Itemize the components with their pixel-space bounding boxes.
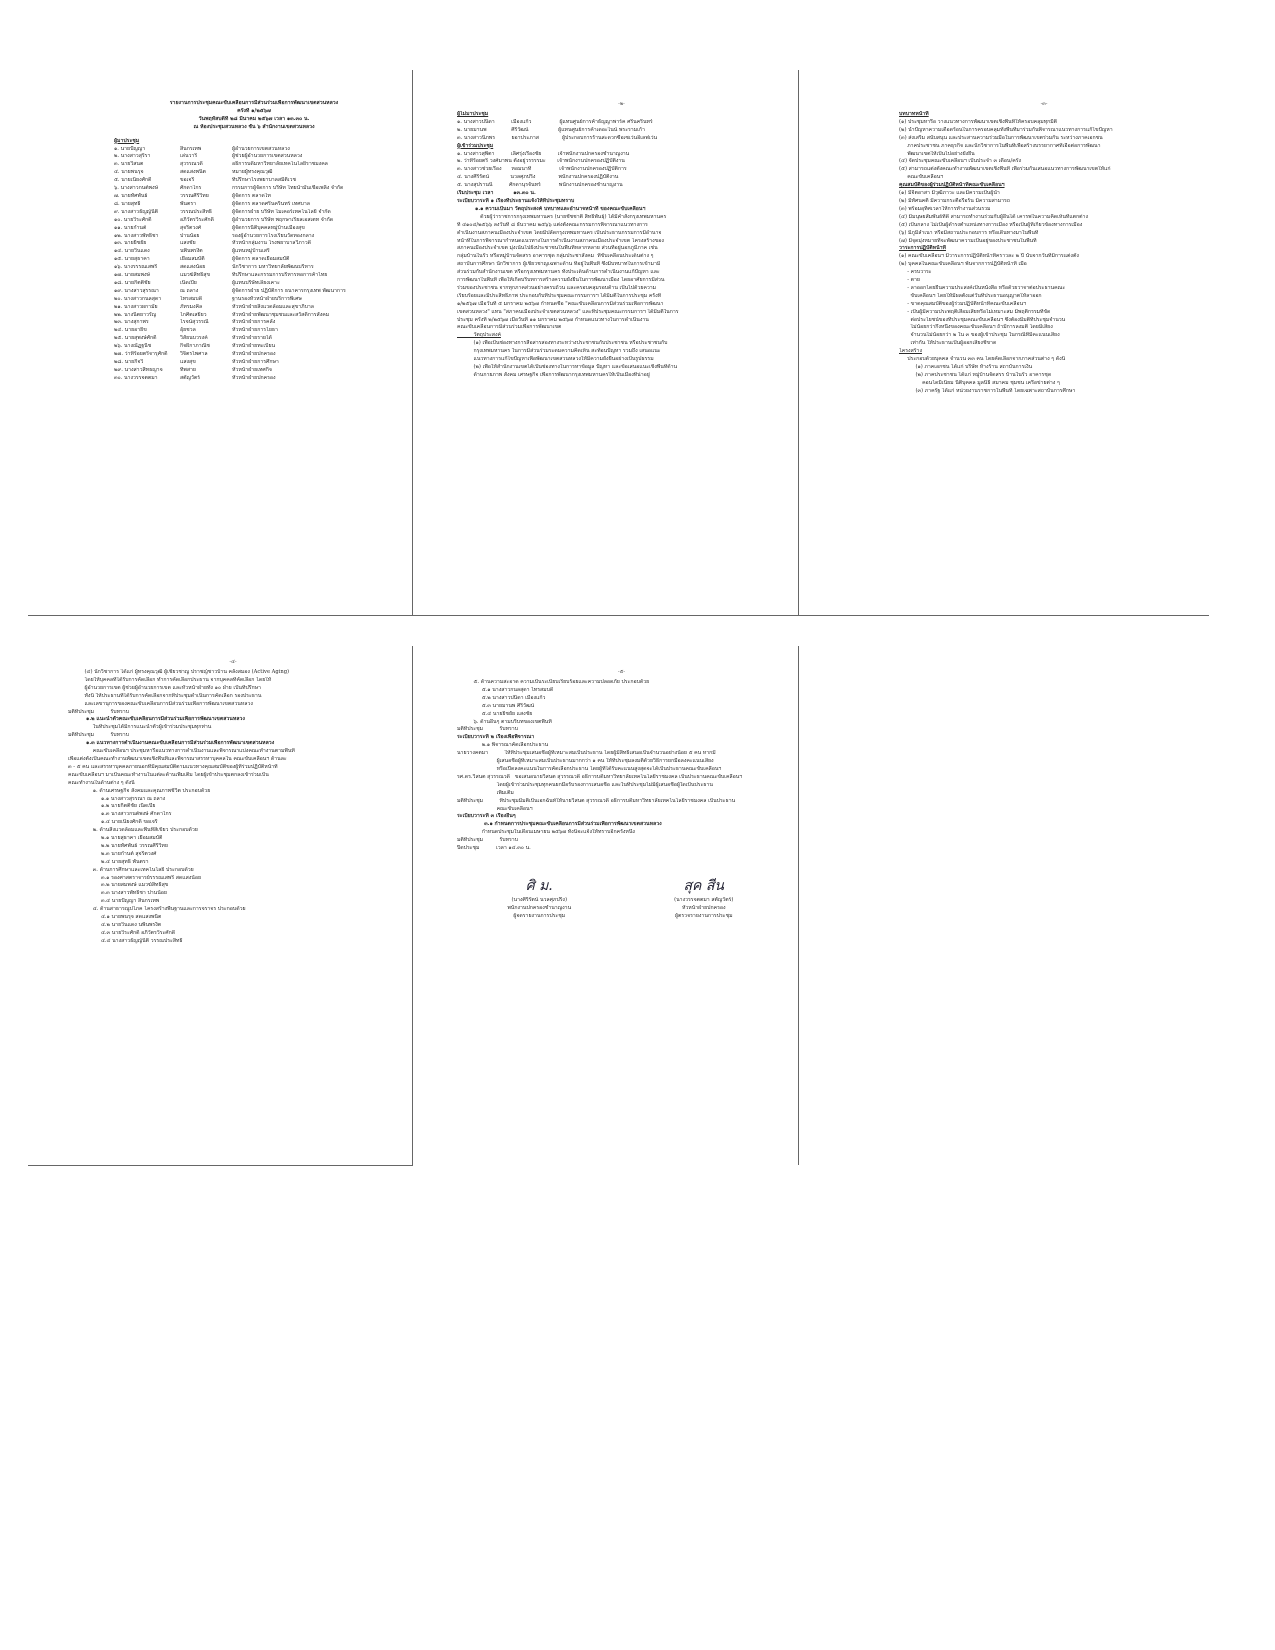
text-line: คณะขับเคลื่อนฯ มาเป็นคณะทำงานในแต่ละด้านเพิ่มเติม โดยผู้เข้าประชุมตกลงเข้าร่วมเป็น <box>68 771 269 778</box>
page-number: -๔- <box>229 659 237 665</box>
page-2-body <box>457 111 786 380</box>
attendee-name: ๑๑. นายกำนต์ <box>114 224 147 231</box>
text-line: ๕.๑ นางสาวกนลสุดา ไทรสมบดี <box>457 686 554 693</box>
text-line: ด้วยผู้ว่าราชการกรุงเทพมหานคร (นายชัชชาติ สิทธิพันธุ์) ได้มีคำสั่งกรุงเทพมหานคร <box>457 213 667 220</box>
text-line: (๖) มีภูมิลำเนา หรือมีสถานประกอบการ หรือเดินทางมาในพื้นที่ <box>899 229 1039 236</box>
text-line: ดำเนินงานสภาคนเมืองประจำเขต โดยมีปลัดกรุงเทพมหานคร เป็นประธานกรรมการมีอำนาจ <box>457 229 662 236</box>
text-line: เรียบร้อยและมีประสิทธิภาพ ประกอบกับที่ประชุมคณะกรรมการฯ ได้มีมติในการประชุม ครั้งที่ <box>457 292 662 299</box>
attendee-role: ที่ปรึกษาและกรรมการบริหารหอการค้าไทย <box>232 272 328 279</box>
attendee-surname: ณ ถลาง <box>180 287 199 294</box>
attendee-role: กรรมการผู้จัดการ บริษัท ไทยน้ำมันเชื้อเพลิง จำกัด <box>232 185 344 192</box>
text-line: ไม่น้อยกว่ากึ่งหนึ่งของคณะขับเคลื่อนฯ ถ้ามีการลงมติ โดยมีเสียง <box>899 324 1053 331</box>
text-line: โดยให้บุคคลที่ได้รับการคัดเลือก ทำการคัดเลือกประธาน จากบุคคลที่คัดเลือก โดยให้ <box>68 676 272 683</box>
text-line: วาระการปฏิบัติหน้าที่ <box>899 245 946 252</box>
attendee-row <box>114 375 394 383</box>
text-line: ๑.๑ นางสาวสุรรณา ณ ถลาง <box>68 795 166 802</box>
attendee-row <box>114 280 394 288</box>
attendee-row <box>114 319 394 327</box>
text-line: ปิดประชุม เวลา ๑๔.๓๐ น. <box>457 845 531 852</box>
attendee-name: ๒๕. นายสุพงษ์ศักดิ์ <box>114 335 157 342</box>
attendee-role: ผู้อำนวยการเขตสวนหลวง <box>232 145 290 152</box>
text-line: ผู้อำนวยการเขต ผู้ช่วยผู้อำนวยการเขต และหัวหน้าฝ่ายทั้ง ๑๐ ฝ่าย เป็นที่ปรึกษา <box>68 684 261 691</box>
attendee-name: ๔. นายพนรุจ <box>114 169 144 176</box>
attendee-row <box>114 177 394 185</box>
text-line: ร่วมของประชาชน จากทุกภาคส่วนอย่างครบถ้วน และครอบคลุมรอบด้าน เป็นไปด้วยความ <box>457 284 657 291</box>
text-line: ต่อประโยชน์ของที่ประชุมคณะขับเคลื่อนฯ ซึ่งต้องมีมติที่ประชุมจำนวน <box>899 316 1066 323</box>
signature-block <box>457 875 786 921</box>
text-line: โดยผู้เข้าร่วมประชุมทุกคนยกมือรับรองการเสนอชื่อ และในที่ประชุมไม่มีผู้เสนอชื่อผู้ใดเป็นประธาน <box>457 781 713 788</box>
attendee-surname: เยื่อมสมบัติ <box>180 256 205 263</box>
text-line: รศ.ดร.วิสนต สุวรรณวดี ขอเสนอนายวิสนต สุวรรณวดี อธิการบดีมหาวิทยาลัยเทคโนโลยีราชมงคล เป็นประธานคณะขับเคลื่อนฯ <box>457 773 743 780</box>
text-line: (๑) คณะขับเคลื่อนฯ มีวาระการปฏิบัติหน้าที่คราวละ ๒ ปี นับจากวันที่มีการแต่งตั้ง <box>899 253 1079 260</box>
attendee-row <box>114 225 394 233</box>
text-line: ภาคประชาชน ภาคธุรกิจ และนักวิชาการในพื้นที่เพื่อสร้างบรรยากาศที่เอื้อต่อการพัฒนา <box>899 142 1101 149</box>
attendee-role: หัวหน้าฝ่ายสิ่งแวดล้อมและสุขาภิบาล <box>232 303 314 310</box>
attendee-role: หัวหน้ากลุ่มงาน โรงพยาบาลวิภาวดี <box>232 240 311 247</box>
attendee-name: ๑๕. นายสุธาคา <box>114 256 150 263</box>
attendee-surname: สุวรรณวดี <box>180 161 203 168</box>
text-line: ทั้งนี้ ให้ประธานที่ได้รับการคัดเลือกจากที่ประชุมดำเนินการคัดเลือก รองประธาน <box>68 692 262 699</box>
attendee-row <box>114 146 394 154</box>
text-line: กำหนดประชุมในเดือนเมษายน ๒๕๖๗ ทั้งนี้จะแจ้งให้ทราบอีกครั้งหนึ่ง <box>457 829 635 836</box>
text-line: ๑.๑ ความเป็นมา วัตถุประสงค์ บทบาทและอำนาจหน้าที่ ของคณะขับเคลื่อนฯ <box>457 205 646 212</box>
meeting-venue: ณ ห้องประชุมสวนหลวง ชั้น ๖ สำนักงานเขตสวนหลวง <box>193 123 315 130</box>
attendee-role: อธิการบดีมหาวิทยาลัยเทคโนโลยีราชมงคล <box>232 161 328 168</box>
attendee-role: ฐานรองหัวหน้าฝ่ายบริการพิเศษ <box>232 295 302 302</box>
text-line: - ลาออกโดยยื่นความประสงค์เป็นหนังสือ หรือด้วยวาจาต่อประธานคณะ <box>899 284 1066 291</box>
attendee-list <box>114 146 394 383</box>
attendee-surname: อุ้ยชวล <box>180 327 196 334</box>
document-page-3 <box>799 70 1209 616</box>
attendee-role: หัวหน้าฝ่ายเทศกิจ <box>232 366 272 373</box>
attendee-surname: ปานน้อย <box>180 232 200 239</box>
signer-role: ผู้ตรวจรายงานการประชุม <box>674 912 733 919</box>
attendee-row <box>114 185 394 193</box>
attendee-surname: ไทรสมบดี <box>180 295 203 302</box>
text-line: (๑) เพื่อเป็นช่องทางการสื่อสารสองทางระหว่างประชาชนกับประชาชน หรือประชาชนกับ <box>457 340 668 347</box>
page-number: -๒- <box>618 101 625 107</box>
document-page-2 <box>413 70 799 616</box>
attendee-role: หัวหน้าฝ่ายปกครอง <box>232 374 276 381</box>
attendee-surname: ภัทรมงคิล <box>180 303 203 310</box>
text-line: ๓. นางสาวนิภพร ยอาประภาส ผู้ประกอบการร้านสะดวกซื้อเซเว่นอีเลฟเว่น <box>457 134 658 141</box>
attendee-row <box>114 367 394 375</box>
attendee-role: ผู้จัดการนิติบุคคลหมู่บ้านเมืองสุข <box>232 224 305 231</box>
text-line: ๒.๓ นายกำนต์ สุจริตวงศ์ <box>68 850 157 857</box>
attendee-name: ๑๐. นายวีระศักดิ์ <box>114 216 152 223</box>
text-line: ๓. นางสาวช่วยเรือง หอมนาที เจ้าพนักงานปกครองปฏิบัติการ <box>457 166 627 173</box>
text-line: คณะทำงานในด้านต่าง ๆ ดังนี้ <box>68 779 135 786</box>
attendee-row <box>114 296 394 304</box>
attendee-name: ๓. นายวิสนต <box>114 161 144 168</box>
text-line: หน้าที่ในการพิจารณากำหนดแนวทางในการดำเนินงานสภาคนเมืองประจำเขต โครงสร้างของ <box>457 237 664 244</box>
text-line: ๔.๑ นายพนรุจ สดแสงพนิต <box>68 914 162 921</box>
attendee-row <box>114 304 394 312</box>
text-line: มติที่ประชุม รับทราบ <box>68 708 129 715</box>
signature-reviewer <box>634 875 774 921</box>
text-line: (๒) บุคคลในคณะขับเคลื่อนฯ พ้นจากการปฏิบัติหน้าที่ เมื่อ <box>899 261 1027 268</box>
meeting-number: ครั้งที่ ๑/๒๕๖๗ <box>237 107 271 114</box>
attendee-surname: ศักดาไกร <box>180 185 202 192</box>
text-line: (๒) ภาคประชาชน ได้แก่ หมู่บ้านจัดสรร บ้านในรั้ว อาคารชุด <box>899 371 1052 378</box>
attendee-role: หัวหน้าฝ่ายการคลัง <box>232 319 276 326</box>
text-line: ในที่ประชุมได้มีการแนะนำตัวผู้เข้าร่วมประชุมทุกท่าน <box>68 724 212 731</box>
text-line: (๑) ภาคเอกชน ได้แก่ บริษัท ห้างร้าน สถาบันการเงิน <box>899 364 1033 370</box>
signature-mark: สุค สีน <box>683 877 724 894</box>
attendee-role: หัวหน้าฝ่ายรายได้ <box>232 335 272 342</box>
text-line: ๓.๑ กำหนดการประชุมคณะขับเคลื่อนการมีส่วนร่วมเพื่อการพัฒนาเขตสวนหลวง <box>457 821 662 828</box>
text-line: คณะขับเคลื่อนฯ <box>899 174 944 181</box>
text-line: หรือเปิดลงคะแนนในการคัดเลือกประธาน โดยผู้ที่ได้รับคะแนนสูงสุดจะได้เป็นประธานคณะขับเคลื่อนฯ <box>457 765 722 772</box>
attendee-surname: สินกรเทพ <box>180 145 202 152</box>
attendee-surname: แสงสุข <box>180 359 196 365</box>
text-line: เขตสวนหลวง" แทน "สภาคนเมืองประจำเขตสวนหลวง" และที่ประชุมคณะกรรมการฯ ได้มีมติในการ <box>457 308 679 315</box>
text-line: ระเบียบวาระที่ ๓ เรื่องอื่นๆ <box>457 813 516 820</box>
attendee-surname: สดแสงพนิต <box>180 169 206 176</box>
text-line: คอนโดมิเนียม นิติบุคคล มูลนิธิ สมาคม ชุมชน เครือข่ายต่าง ๆ <box>899 379 1060 386</box>
text-line: ๑.๔ นายเนียงศักดิ์ ขอเจริ <box>68 819 158 826</box>
report-title: รายงานการประชุมคณะขับเคลื่อนการมีส่วนร่วมเพื่อการพัฒนาเขตสวนหลวง <box>169 100 339 106</box>
text-line: ๑. นางสาวปนิดา เมืองแก้ว ผู้แทนศูนย์การค้าธัญญาพาร์ค ศรีนครินทร์ <box>457 118 653 125</box>
text-line: - เป็นผู้มีความประพฤติเสื่อมเสียหรือไม่เหมาะสม มีพฤติกรรมที่ขัด <box>899 308 1051 315</box>
page-5-body <box>457 679 786 853</box>
text-line: มติที่ประชุม รับทราบ <box>457 837 518 844</box>
text-line: จำนวนไม่น้อยกว่า ๒ ใน ๓ ของผู้เข้าประชุม ในกรณีที่มีคะแนนเสียง <box>899 332 1060 339</box>
attendee-name: ๑๓. นายยิชยัย <box>114 240 147 247</box>
page-number: -๓- <box>1040 101 1048 107</box>
attendee-row <box>114 256 394 264</box>
attendee-role: ผู้จัดการฝ่าย บริษัท ไมเคอร์เทคโนโลยี จำกัด <box>232 208 331 215</box>
attendee-row <box>114 343 394 351</box>
attendee-row <box>114 161 394 169</box>
attendee-name: ๗. นายทัศพันธ์ <box>114 192 148 199</box>
attendee-role: หัวหน้าฝ่ายการศึกษา <box>232 359 279 365</box>
attendee-row <box>114 201 394 209</box>
text-line: ๒.๔ นายสุทธิ พันตรา <box>68 858 149 865</box>
document-page-5 <box>413 646 799 1165</box>
signer-name: (นางวรรจตตมา สตัญวัตร์) <box>674 896 734 903</box>
attendee-role: ผู้แทนหมู่บ้านเสรี <box>232 248 270 255</box>
text-line: กลุ่มบ้านในรั้ว หรือหมู่บ้านจัดสรร อาคารชุด กลุ่มประชาสังคม ที่ขับเคลื่อนประเด็นต่าง ๆ <box>457 253 654 260</box>
attendee-row <box>114 233 394 241</box>
text-line: ผู้เสนอชื่อผู้ที่เหมาะสมเป็นประธานมากกว่า ๑ คน ให้ที่ประชุมลงมติด้วยวิธีการยกมือลงคะแนนเสียง <box>457 758 714 765</box>
attendee-surname: วรรณประสิทธิ์ <box>180 208 212 215</box>
attendee-role: ผู้จัดการ ตลาดศรีนครินทร์ เทศบาล <box>232 200 310 207</box>
attendee-role: ผู้จัดการ ตลาดไท <box>232 192 271 199</box>
attendee-surname: สตัญวัตร์ <box>180 374 201 381</box>
text-line: ๓ - ๕ คน และสรรหาบุคคลภายนอกที่มีคุณสมบัติตามแนวทางคุณสมบัติของผู้ที่ร่วมปฏิบัติหน้าที่ <box>68 763 278 770</box>
document-page-1 <box>28 70 413 616</box>
attendee-role: หัวหน้าฝ่ายทะเบียน <box>232 343 276 350</box>
text-line: ๒. นายมานพ ศิริวัฒน์ ผู้แทนศูนย์การค้าเดอะไนน์ พระรามเก้า <box>457 126 645 133</box>
attendee-role: หัวหน้าฝ่ายปกครอง <box>232 351 276 358</box>
attendee-surname: เนิดเปีย <box>180 279 197 286</box>
text-line: (๕) สามารถแต่งตั้งคณะทำงานพัฒนาเขตเชิงพื้นที่ เพื่อร่วมกันเสนอแนวทางการพัฒนาเขตให้แก่ <box>899 166 1111 173</box>
text-line: ๑.๓ แนวทางการดำเนินงานคณะขับเคลื่อนการมีส่วนร่วมเพื่อการพัฒนาเขตสวนหลวง <box>68 740 275 747</box>
page-3-body <box>899 111 1189 396</box>
attendee-role: ผู้แทนบริษัทเลียงเคาะ <box>232 279 280 286</box>
attendee-name: ๑๒. นางสาวพัทธิชา <box>114 232 159 239</box>
attendee-surname: สุจริตวงศ์ <box>180 224 202 231</box>
attendee-row <box>114 272 394 280</box>
attendee-role: รองผู้อำนวยการโรงเรียนวัดทองกลาง <box>232 232 315 239</box>
text-line: สภาคนเมืองประจำเขต มุ่งเน้นไปยังประชาชนในพื้นที่หลากหลาย ส่วนที่อยู่นอกภูมิภาค เช่น <box>457 245 658 252</box>
text-line: (๗) มีจุดมุ่งหมายที่จะพัฒนาความเป็นอยู่ของประชาชนในพื้นที่ <box>899 237 1037 244</box>
text-line: (๔) มีมนุษยสัมพันธ์ที่ดี สามารถทำงานร่วมกับผู้อื่นได้ เคารพในความคิดเห็นที่แตกต่าง <box>899 213 1088 220</box>
signer-name: (นางศิริรัตน์ นวลศุภปริง) <box>511 896 567 903</box>
text-line: ขับเคลื่อนฯ โดยให้มีผลตั้งแต่วันที่ประธานอนุญาตให้ลาออก <box>899 292 1042 299</box>
text-line: ๒.๑ พิจารณาคัดเลือกประธาน <box>457 742 549 749</box>
text-line: ๖. ด้านอื่นๆ ตามบริบทของเขตพื้นที่ <box>457 718 552 725</box>
text-line: - ตาย <box>899 277 920 284</box>
attendee-row <box>114 153 394 161</box>
text-line: มติที่ประชุม รับทราบ <box>68 732 129 739</box>
text-line: นายวางคตมา ให้ที่ประชุมเสนอชื่อผู้ที่เหมาะสมเป็นประธาน โดยผู้มีสิทธิ์เสนอเป็นจำนวนอย่างน้อย ๕ คน หากมี <box>457 750 716 757</box>
text-line: เพิ่มเติม <box>457 789 514 796</box>
text-line: (๑) ประชุมหารือ วางแนวทางการพัฒนาเขตเชิงพื้นที่ให้ครอบคลุมทุกมิติ <box>899 118 1058 125</box>
text-line: โครงสร้าง <box>899 348 922 355</box>
attendee-name: ๒. นางสาวสุรีรา <box>114 153 151 160</box>
text-line: ๑.๓ นางสาวกนต์พงษ์ ศักดาไกร <box>68 811 172 818</box>
text-line: - ขาดคุณสมบัติของผู้ร่วมปฏิบัติหน้าที่คณะขับเคลื่อนฯ <box>899 300 1026 307</box>
text-line: (๓) ส่งเสริม สนับสนุน และประสานความร่วมมือในการพัฒนาเขตร่วมกัน ระหว่างภาคเอกชน <box>899 134 1103 141</box>
attendee-row <box>114 312 394 320</box>
attendee-surname: วิจิตรไพศาล <box>180 351 208 358</box>
attendee-name: ๑๙. นางสาวสุรรณา <box>114 287 159 294</box>
attendee-name: ๒๑. นางสาวผกามัย <box>114 303 158 310</box>
text-line: ๓.๔ นายปัญญา สินกรเทพ <box>68 898 160 905</box>
text-line: คณะขับเคลื่อนฯ ประชุมหารือแนวทางการดำเนินงานและพิจารณาแบ่งคณะทำงานตามพื้นที่ <box>68 748 295 755</box>
attendee-name: ๒๗. ว่าที่ร้อยตรีจารุศักดิ์ <box>114 351 168 358</box>
text-line: (๒) นำปัญหาความเดือดร้อนในการครอบคลุมทั้งพื้นที่มาร่วมกันพิจารณาแนวทางการแก้ไขปัญหา <box>899 126 1113 133</box>
page-4-body <box>68 669 398 946</box>
text-line: การพัฒนาในพื้นที่ เพื่อให้เกิดบริบทการสร้างความยั่งยืนในการพัฒนาเมือง โดยอาศัยการมีส่วน <box>457 277 665 284</box>
attendee-surname: แสงชัย <box>180 240 196 247</box>
text-line: ผู้ไม่มาประชุม <box>457 111 489 117</box>
attendee-role: ผู้ช่วยผู้อำนวยการเขตสวนหลวง <box>232 153 303 160</box>
attendee-name: ๘. นายสุทธิ <box>114 200 141 207</box>
attendee-name: ๓๐. นางวรรจตตมา <box>114 374 158 381</box>
text-line: วัตถุประสงค์ <box>457 332 501 339</box>
text-line: คณะขับเคลื่อนการมีส่วนร่วมเพื่อการพัฒนาเขต <box>457 324 562 331</box>
text-line: พัฒนาเขตให้เป็นไปอย่างยั่งยืน <box>899 150 975 157</box>
text-line: ๒.๒ นายทัศพันธ์ วรรณศิริวิทย <box>68 842 168 849</box>
attendee-name: ๑๘. นายกิตติชัย <box>114 279 151 286</box>
attendee-surname: นพินพรงิต <box>180 248 203 255</box>
text-line: (๓) พร้อมอุทิศเวลาให้การทำงานส่วนรวม <box>899 205 991 212</box>
text-line: ระเบียบวาระที่ ๒ เรื่องเพื่อพิจารณา <box>457 734 535 741</box>
text-line: เพื่อแต่งตั้งเป็นคณะทำงานพัฒนาเขตเชิงพื้นที่และพิจารณาสรรหาบุคคลใน คณะขับเคลื่อนฯ ด้านละ <box>68 755 287 762</box>
signer-position: หัวหน้าฝ่ายปกครอง <box>681 904 726 911</box>
text-line: เท่ากัน ให้ประธานเป็นผู้ออกเสียงชี้ขาด <box>899 340 997 347</box>
text-line: ๕. นางสุปรานนี ศักดานุรจันทร์ พนักงานปกครองชำนาญงาน <box>457 182 623 189</box>
attendee-surname: โกศิตเสยี่ยว <box>180 311 207 318</box>
attendee-surname: วรรณศิริวิทย <box>180 192 209 199</box>
attendee-surname: พันตรา <box>180 200 197 207</box>
text-line: (๕) เป็นกลาง ไม่เป็นผู้ดำรงตำแหน่งทางการเมือง หรือเป็นผู้ที่เกี่ยวข้องทางการเมือง <box>899 221 1083 228</box>
text-line: ๑. นางสาวสุพิตา เลิศรุ่งเรืองชัย เจ้าพนักงานปกครองชำนาญงาน <box>457 150 630 157</box>
attendee-name: ๑๗. นายสมพงษ์ <box>114 272 150 279</box>
text-line: คุณสมบัติของผู้ร่วมปฏิบัติหน้าที่คณะขับเคลื่อนฯ <box>899 182 1005 189</box>
text-line: ๑. ด้านเศรษฐกิจ สังคมและคุณภาพชีวิต ประกอบด้วย <box>68 787 211 794</box>
attendee-name: ๒๙. นางสาวสิทธญาจ <box>114 366 163 373</box>
text-line: ที่ ๔๑๐๔/๒๕๖๖ ลงวันที่ ๘ ธันวาคม ๒๕๖๖ แต่งตั้งคณะกรรมการพิจารณาแนวทางการ <box>457 221 648 228</box>
attendee-row <box>114 169 394 177</box>
document-page-4 <box>28 646 413 1166</box>
attendee-surname: โรจน์สุวรรณี <box>180 319 209 326</box>
text-line: ๒. ด้านสิ่งแวดล้อมและพื้นที่สีเขียว ประกอบด้วย <box>68 827 198 834</box>
text-line: (๔) จัดประชุมคณะขับเคลื่อนฯ เป็นประจำ ๓ เดือน/ครั้ง <box>899 158 1022 165</box>
attendee-name: ๒๘. นายกิจวิ <box>114 359 144 365</box>
attendee-row <box>114 240 394 248</box>
meeting-date: วันพฤหัสบดีที่ ๒๘ มีนาคม ๒๕๖๗ เวลา ๑๓.๓๐ น. <box>198 115 310 122</box>
text-line: ส่วนร่วมกับสำนักงานเขต หรือกรุงเทพมหานคร ทั้งประเด็นด้านการดำเนินงานแก้ปัญหา และ <box>457 269 660 276</box>
text-line: ๒. ว่าที่ร้อยตรี วงศ์มาพน ตั้งอยู่วรรรรมะ เจ้าพนักงานปกครองปฏิบัติงาน <box>457 158 625 165</box>
attendee-surname: แมวฆ์สิทธิ์สุข <box>180 272 210 279</box>
attendee-role: นักวิชาการ มหาวิทยาลัยพัฒนบริหาร <box>232 264 314 271</box>
text-line: ๑.๒ นายกิตติชัย เนิดเปีย <box>68 803 156 810</box>
attendee-name: ๑๖. นางรรรณเสพรี <box>114 264 158 271</box>
attendee-row <box>114 327 394 335</box>
attendee-name: ๑๔. นายวีนแดง <box>114 248 150 255</box>
attendee-name: ๒๐. นางสาวกนลสุดา <box>114 295 162 302</box>
page-number: -๕- <box>617 669 626 675</box>
text-line: (๓) ภาครัฐ ได้แก่ หน่วยงานราชการในพื้นที่ โดยเฉพาะสถาบันการศึกษา <box>899 387 1076 394</box>
text-line: ๒.๑ นายสุธาคา เยื่อมสมบัติ <box>68 835 163 842</box>
attendee-surname: สดแสงน้อย <box>180 264 206 271</box>
text-line: มติที่ประชุม รับทราบ <box>457 726 518 733</box>
attendee-name: ๒๓. นางสุกาพร <box>114 319 149 326</box>
text-line: ๓.๓ นางสาวพัทธิชา ปานน้อย <box>68 890 167 897</box>
signer-role: ผู้จดรายงานการประชุม <box>513 912 566 919</box>
text-line: บทบาทหน้าที่ <box>899 111 929 117</box>
text-line: ๕.๔ นายยิชยัย แสงชัย <box>457 710 533 717</box>
attendee-surname: ขอเจริ <box>180 177 195 184</box>
attendee-surname: กิจผิกาภาณิช <box>180 343 210 350</box>
attendee-role: ที่ปรึกษาโรงพยาบาลสมิติเวช <box>232 177 296 184</box>
attendee-name: ๕. นายเนียงศักดิ์ <box>114 177 152 184</box>
attendee-name: ๑. นายปัญญา <box>114 145 146 152</box>
text-line: ประกอบด้วยบุคคล จำนวน ๓๓ คน โดยคัดเลือกจากภาคส่วนต่าง ๆ ดังนี้ <box>899 356 1066 363</box>
text-line: ๕. ด้านความสะอาด ความเป็นระเบียบเรียบร้อยและความปลอดภัย ประกอบด้วย <box>457 679 650 685</box>
attendee-role: ผู้จัดการ ตลาดเยื่อมสมบัติ <box>232 256 290 263</box>
text-line: (๔) นักวิชาการ ได้แก่ ผู้ทรงคุณวุฒิ ผู้เชี่ยวชาญ ปราชญ์ชาวบ้าน คลังสมอง (Active Aging) <box>68 669 290 675</box>
attendee-row <box>114 193 394 201</box>
text-line: - ครบวาระ <box>899 269 932 276</box>
attendee-surname: เล่นวารี <box>180 153 198 160</box>
text-line: ๓.๒ นายสมพงษ์ แมวฆ์สิทธิ์สุข <box>68 882 169 889</box>
text-line: ระเบียบวาระที่ ๑ เรื่องที่ประธานแจ้งให้ที่ประชุมทราบ <box>457 197 575 204</box>
signer-position: พนักงานปกครองชำนาญงาน <box>507 904 572 911</box>
attendee-role: หัวหน้าฝ่ายพัฒนาชุมชนและสวัสดิการสังคม <box>232 311 330 318</box>
text-line: (๒) มีทัศนคติ มีความกระตือรือร้น มีความสามารถ <box>899 197 1010 204</box>
attendee-name: ๒๔. นายอายิข <box>114 327 147 334</box>
signature-recorder <box>469 875 609 921</box>
signature-mark: ศิ ม. <box>525 877 553 894</box>
text-line: สถาบันการศึกษา นักวิชาการ ผู้เชี่ยวชาญเฉพาะด้าน ที่อยู่ในพื้นที่ ซึ่งมีบทบาทในการเข้ามามี <box>457 261 661 268</box>
text-line: ๕.๒ นางสาวปนิดา เมืองแก้ว <box>457 694 546 701</box>
attendee-name: ๒๒. นางนิตยาวรัญ <box>114 311 157 318</box>
text-line: ๓.๑ รองศาสตราจารย์รรรณเสพรี สดแสงน้อย <box>68 874 202 881</box>
text-line: ๔.๒ นายวีนแดง นพินพรงิต <box>68 922 162 928</box>
text-line: มติที่ประชุม ที่ประชุมมีมติเป็นเอกฉันท์ให้นายวิสนต สุวรรณวดี อธิการบดีมหาวิทยาลัยเทคโนโลยีราชมงคล เป็นประธาน <box>457 797 736 804</box>
text-line: ด้านกายภาพ สังคม เศรษฐกิจ เพื่อการพัฒนากรุงเทพมหานครให้เป็นเมืองที่น่าอยู่ <box>457 371 650 378</box>
text-line: ๔. นางศิริรัตน์ นวลศุภปริง พนักงานปกครองปฏิบัติงาน <box>457 174 619 181</box>
text-line: กรุงเทพมหานคร ในการมีส่วนร่วมระดมความคิดเห็น สะท้อนปัญหา รวมถึง เสนอแนะ <box>457 348 661 355</box>
text-line: ๓. ด้านการศึกษาและเทคโนโลยี ประกอบด้วย <box>68 866 194 873</box>
attendees-heading: ผู้มาประชุม <box>114 137 140 144</box>
attendee-name: ๖. นางสาวกนต์พงษ์ <box>114 185 159 192</box>
text-line: ๑/๒๕๖๗ เมื่อวันที่ ๕ มกราคม ๒๕๖๗ กำหนดชื่อ "คณะขับเคลื่อนการมีส่วนร่วมเพื่อการพัฒนา <box>457 300 664 307</box>
attendee-role: ผู้อำนวยการ บริษัท พฤกษาเรียลเอสเตท จำกัด <box>232 216 334 223</box>
text-line: คณะขับเคลื่อนฯ <box>457 805 533 812</box>
attendee-row <box>114 248 394 256</box>
attendee-role: หมายผู้ทรงคุณวุฒิ <box>232 169 273 176</box>
text-line: ๔.๓ นายวีระศักดิ์ อภิวัตรวีระศักดิ์ <box>68 929 176 936</box>
attendee-surname: อภิวัตรวีระศักดิ์ <box>180 216 214 223</box>
text-line: ประชุม ครั้งที่ ๒/๒๕๖๗ เมื่อวันที่ ๑๑ มกราคม ๒๕๖๗ กำหนดแนวทางในการดำเนินงาน <box>457 316 649 323</box>
attendee-row <box>114 217 394 225</box>
attendee-role: หัวหน้าฝ่ายการโยธา <box>232 327 278 334</box>
text-line: ๕.๓ นายมานพ ศิริวัฒน์ <box>457 702 535 709</box>
text-line: (๑) มีจิตอาสา มีวุฒิภาวะ และมีความเป็นผู้นำ <box>899 190 1000 197</box>
text-line: ๔.๔ นางสาวธัญญ์นีติ วรรณประสิทธิ์ <box>68 937 183 944</box>
text-line: แนวทางการแก้ไขปัญหาเพื่อพัฒนาเขตสวนหลวงให้มีความยั่งยืนอย่างเป็นรูปธรรม <box>457 356 654 363</box>
attendee-row <box>114 209 394 217</box>
text-line: และเลขานุการของคณะขับเคลื่อนการมีส่วนร่วมเพื่อการพัฒนาเขตสวนหลวง <box>68 700 253 707</box>
attendee-surname: ทิพสาย <box>180 366 196 373</box>
attendee-surname: วิสัยนบวรงค์ <box>180 335 208 342</box>
attendee-row <box>114 351 394 359</box>
text-line: ๑.๒ แนะนำตัวคณะขับเคลื่อนการมีส่วนร่วมเพื่อการพัฒนาเขตสวนหลวง <box>68 716 245 723</box>
text-line: เริ่มประชุม เวลา ๑๓.๓๐ น. <box>457 190 536 197</box>
attendee-name: ๙. นางสาวธัญญ์นีติ <box>114 208 159 215</box>
text-line: (๒) เพื่อให้สำนักงานเขตได้เป็นช่องทางในการหาข้อมูล ปัญหา และข้อเสนอแนะเชิงพื้นที่ด้าน <box>457 364 678 370</box>
text-line: ผู้เข้าร่วมประชุม <box>457 142 494 149</box>
attendee-row <box>114 359 394 367</box>
attendee-row <box>114 335 394 343</box>
attendee-name: ๒๖. นางณัฏฐนิช <box>114 343 152 350</box>
attendee-role: ผู้จัดการฝ่าย ปฏิบัติการ ธนาคารกรุงเทพ พัฒนาการ <box>232 287 346 294</box>
attendee-row <box>114 264 394 272</box>
attendee-row <box>114 288 394 296</box>
text-line: ๔. ด้านสาธารณูปโภค โครงสร้างพื้นฐานและการจราจร ประกอบด้วย <box>68 906 246 913</box>
